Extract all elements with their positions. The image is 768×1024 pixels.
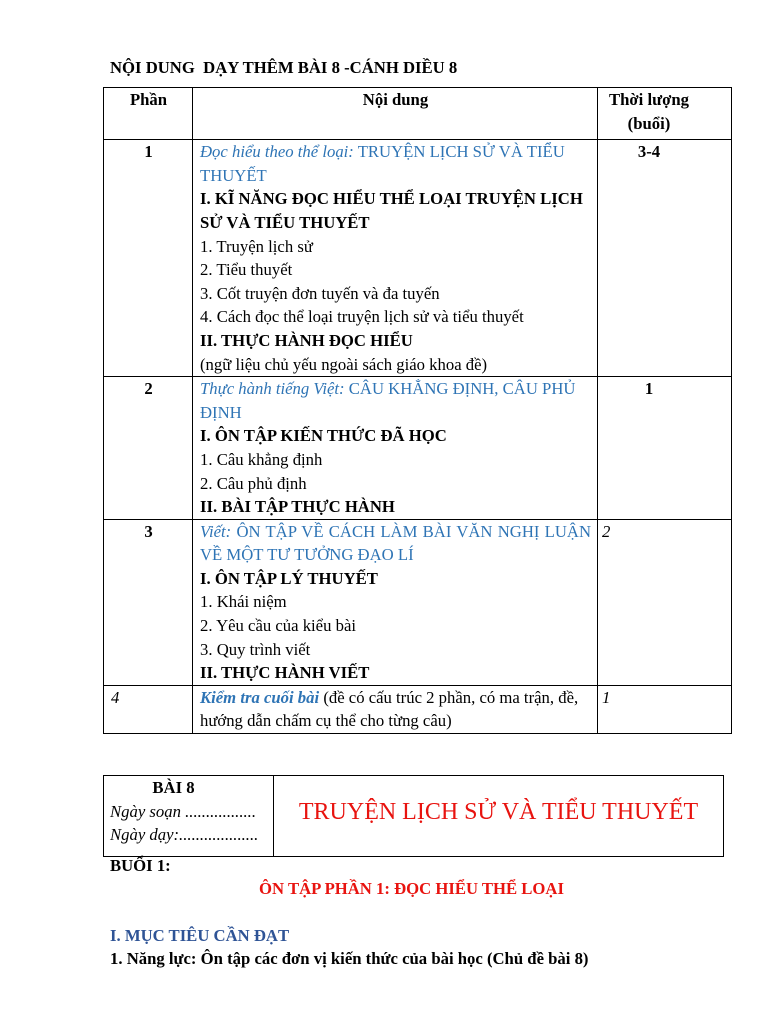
header-content: Nội dung (193, 88, 598, 140)
lesson-plan-table (103, 87, 732, 734)
section-heading: II. THỰC HÀNH VIẾT (200, 663, 370, 683)
part-cell: 1 (104, 140, 193, 377)
table-row (104, 685, 732, 733)
table-row (104, 377, 732, 520)
header-duration (598, 88, 732, 140)
content-cell (193, 519, 598, 685)
duration-cell: 2 (598, 519, 732, 685)
teach-date: Ngày dạy:................... (110, 825, 259, 845)
section-heading: II. BÀI TẬP THỰC HÀNH (200, 497, 395, 517)
duration-cell: 3-4 (598, 140, 732, 377)
content-cell (193, 140, 598, 377)
topic-heading (200, 377, 591, 424)
content-cell (193, 685, 598, 733)
table-header-row (104, 88, 732, 140)
content-cell (193, 377, 598, 520)
content-item: 2. Yêu cầu của kiểu bài (200, 616, 356, 636)
header-duration-line-2: (buổi) (627, 113, 671, 133)
lesson-header-row (104, 776, 724, 857)
content-item: 2. Câu phủ định (200, 473, 307, 493)
document-title: NỘI DUNG DẠY THÊM BÀI 8 -CÁNH DIỀU 8 (110, 58, 458, 77)
section-heading: II. THỰC HÀNH ĐỌC HIỂU (200, 330, 413, 350)
table-row (104, 519, 732, 685)
objectives-heading: I. MỤC TIÊU CẦN ĐẠT (110, 926, 290, 945)
session-label: BUỔI 1: (110, 856, 171, 875)
duration-cell: 1 (598, 377, 732, 520)
prep-date: Ngày soạn ................. (110, 801, 257, 821)
section-heading: I. ÔN TẬP LÝ THUYẾT (200, 568, 378, 588)
content-item: 1. Truyện lịch sử (200, 236, 313, 256)
content-item: 1. Khái niệm (200, 592, 287, 612)
lesson-title: TRUYỆN LỊCH SỬ VÀ TIỂU THUYẾT (274, 776, 724, 857)
topic-heading (200, 140, 591, 187)
part-cell: 2 (104, 377, 193, 520)
topic-label: Kiểm tra cuối bài (200, 687, 320, 707)
topic-label: Thực hành tiếng Việt: (200, 379, 345, 399)
topic-title: ÔN TẬP VỀ CÁCH LÀM BÀI VĂN NGHỊ LUẬN VỀ MỘT TƯ TƯỞNG ĐẠO LÍ (200, 521, 591, 565)
part-cell: 4 (104, 685, 193, 733)
duration-cell: 1 (598, 685, 732, 733)
topic-heading (200, 686, 591, 733)
objective-item: 1. Năng lực: Ôn tập các đơn vị kiến thức của bài học (Chủ đề bài 8) (110, 949, 589, 968)
topic-heading (200, 520, 591, 567)
topic-title: CÂU KHẲNG ĐỊNH, CÂU PHỦ ĐỊNH (200, 379, 576, 422)
lesson-header-box (103, 775, 724, 857)
content-item: 3. Quy trình viết (200, 639, 311, 659)
session-heading: ÔN TẬP PHẦN 1: ĐỌC HIỂU THỂ LOẠI (259, 879, 564, 898)
content-item: 1. Câu khẳng định (200, 449, 323, 469)
table-row (104, 140, 732, 377)
content-item: 3. Cốt truyện đơn tuyến và đa tuyến (200, 283, 440, 303)
topic-label: Đọc hiểu theo thể loại: (200, 142, 354, 162)
lesson-number: BÀI 8 (152, 778, 195, 797)
topic-title: TRUYỆN LỊCH SỬ VÀ TIỂU THUYẾT (200, 142, 565, 185)
topic-label: Viết: (200, 521, 232, 541)
topic-note: (đề có cấu trúc 2 phần, có ma trận, đề, hướng dẫn chấm cụ thể cho từng câu) (200, 687, 579, 731)
content-item: 2. Tiểu thuyết (200, 260, 293, 280)
part-cell: 3 (104, 519, 193, 685)
section-heading: I. ÔN TẬP KIẾN THỨC ĐÃ HỌC (200, 426, 447, 446)
content-note: (ngữ liệu chủ yếu ngoài sách giáo khoa đề) (200, 354, 488, 374)
lesson-meta-cell (104, 776, 274, 857)
header-part: Phần (104, 88, 193, 140)
content-item: 4. Cách đọc thể loại truyện lịch sử và tiểu thuyết (200, 307, 524, 327)
section-heading: I. KĨ NĂNG ĐỌC HIỂU THỂ LOẠI TRUYỆN LỊCH SỬ VÀ TIỂU THUYẾT (200, 189, 583, 232)
header-duration-line-1: Thời lượng (609, 90, 689, 109)
